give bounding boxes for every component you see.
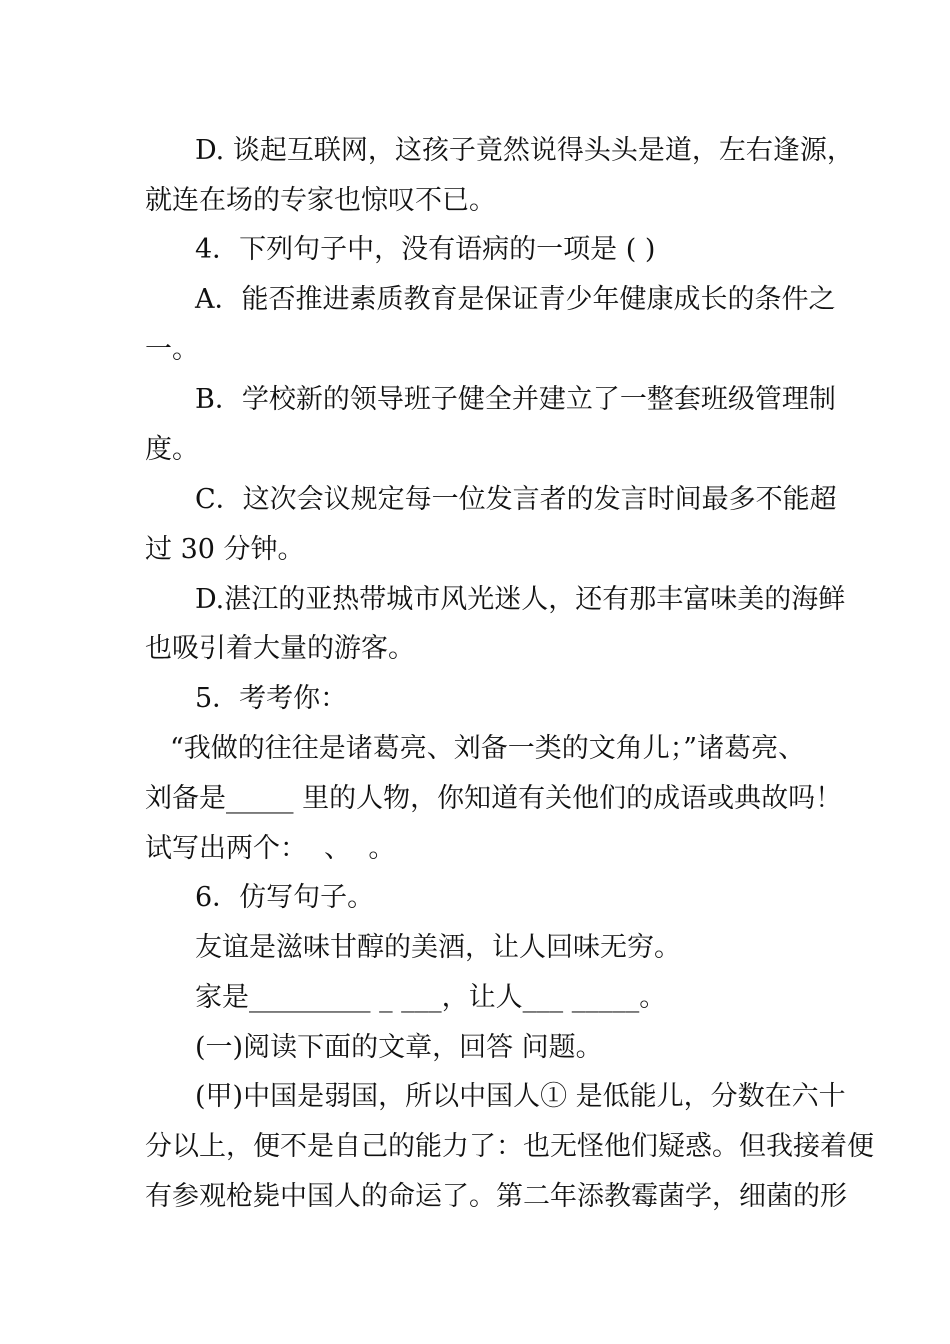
text-line: 分以上，便不是自己的能力了：也无怪他们疑惑。但我接着便 [145,1131,874,1162]
text-line: (甲)中国是弱国，所以中国人① 是低能儿，分数在六十 [195,1081,846,1112]
text-line: “我做的往往是诸葛亮、刘备一类的文角儿；”诸葛亮、 [170,733,806,764]
text-line: C．这次会议规定每一位发言者的发言时间最多不能超 [195,484,837,515]
text-line: 度。 [145,434,199,465]
text-line: 5．考考你： [195,683,348,714]
text-line: 友谊是滋味甘醇的美酒，让人回味无穷。 [195,932,681,963]
text-line: B．学校新的领导班子健全并建立了一整套班级管理制 [195,384,836,415]
text-line: 一。 [145,334,199,365]
text-line: 过 30 分钟。 [145,534,305,565]
text-line: A．能否推进素质教育是保证青少年健康成长的条件之 [195,284,836,315]
text-line: 刘备是_____ 里的人物，你知道有关他们的成语或典故吗！ [145,783,843,814]
text-line: 也吸引着大量的游客。 [145,633,415,664]
text-line: 6．仿写句子。 [195,882,375,913]
text-line: 试写出两个： 、 。 [145,833,396,864]
text-line: 家是_________ _ ___，让人___ _____。 [195,982,667,1013]
text-line: 有参观枪毙中国人的命运了。第二年添教霉菌学，细菌的形 [145,1181,847,1212]
text-line: 就连在场的专家也惊叹不已。 [145,185,496,216]
text-line: (一)阅读下面的文章，回答 问题。 [195,1032,603,1063]
text-line: D.湛江的亚热带城市风光迷人，还有那丰富味美的海鲜 [195,584,846,615]
text-line: 4．下列句子中，没有语病的一项是 ( ) [195,234,656,265]
text-line: D. 谈起互联网，这孩子竟然说得头头是道，左右逢源， [195,135,854,166]
